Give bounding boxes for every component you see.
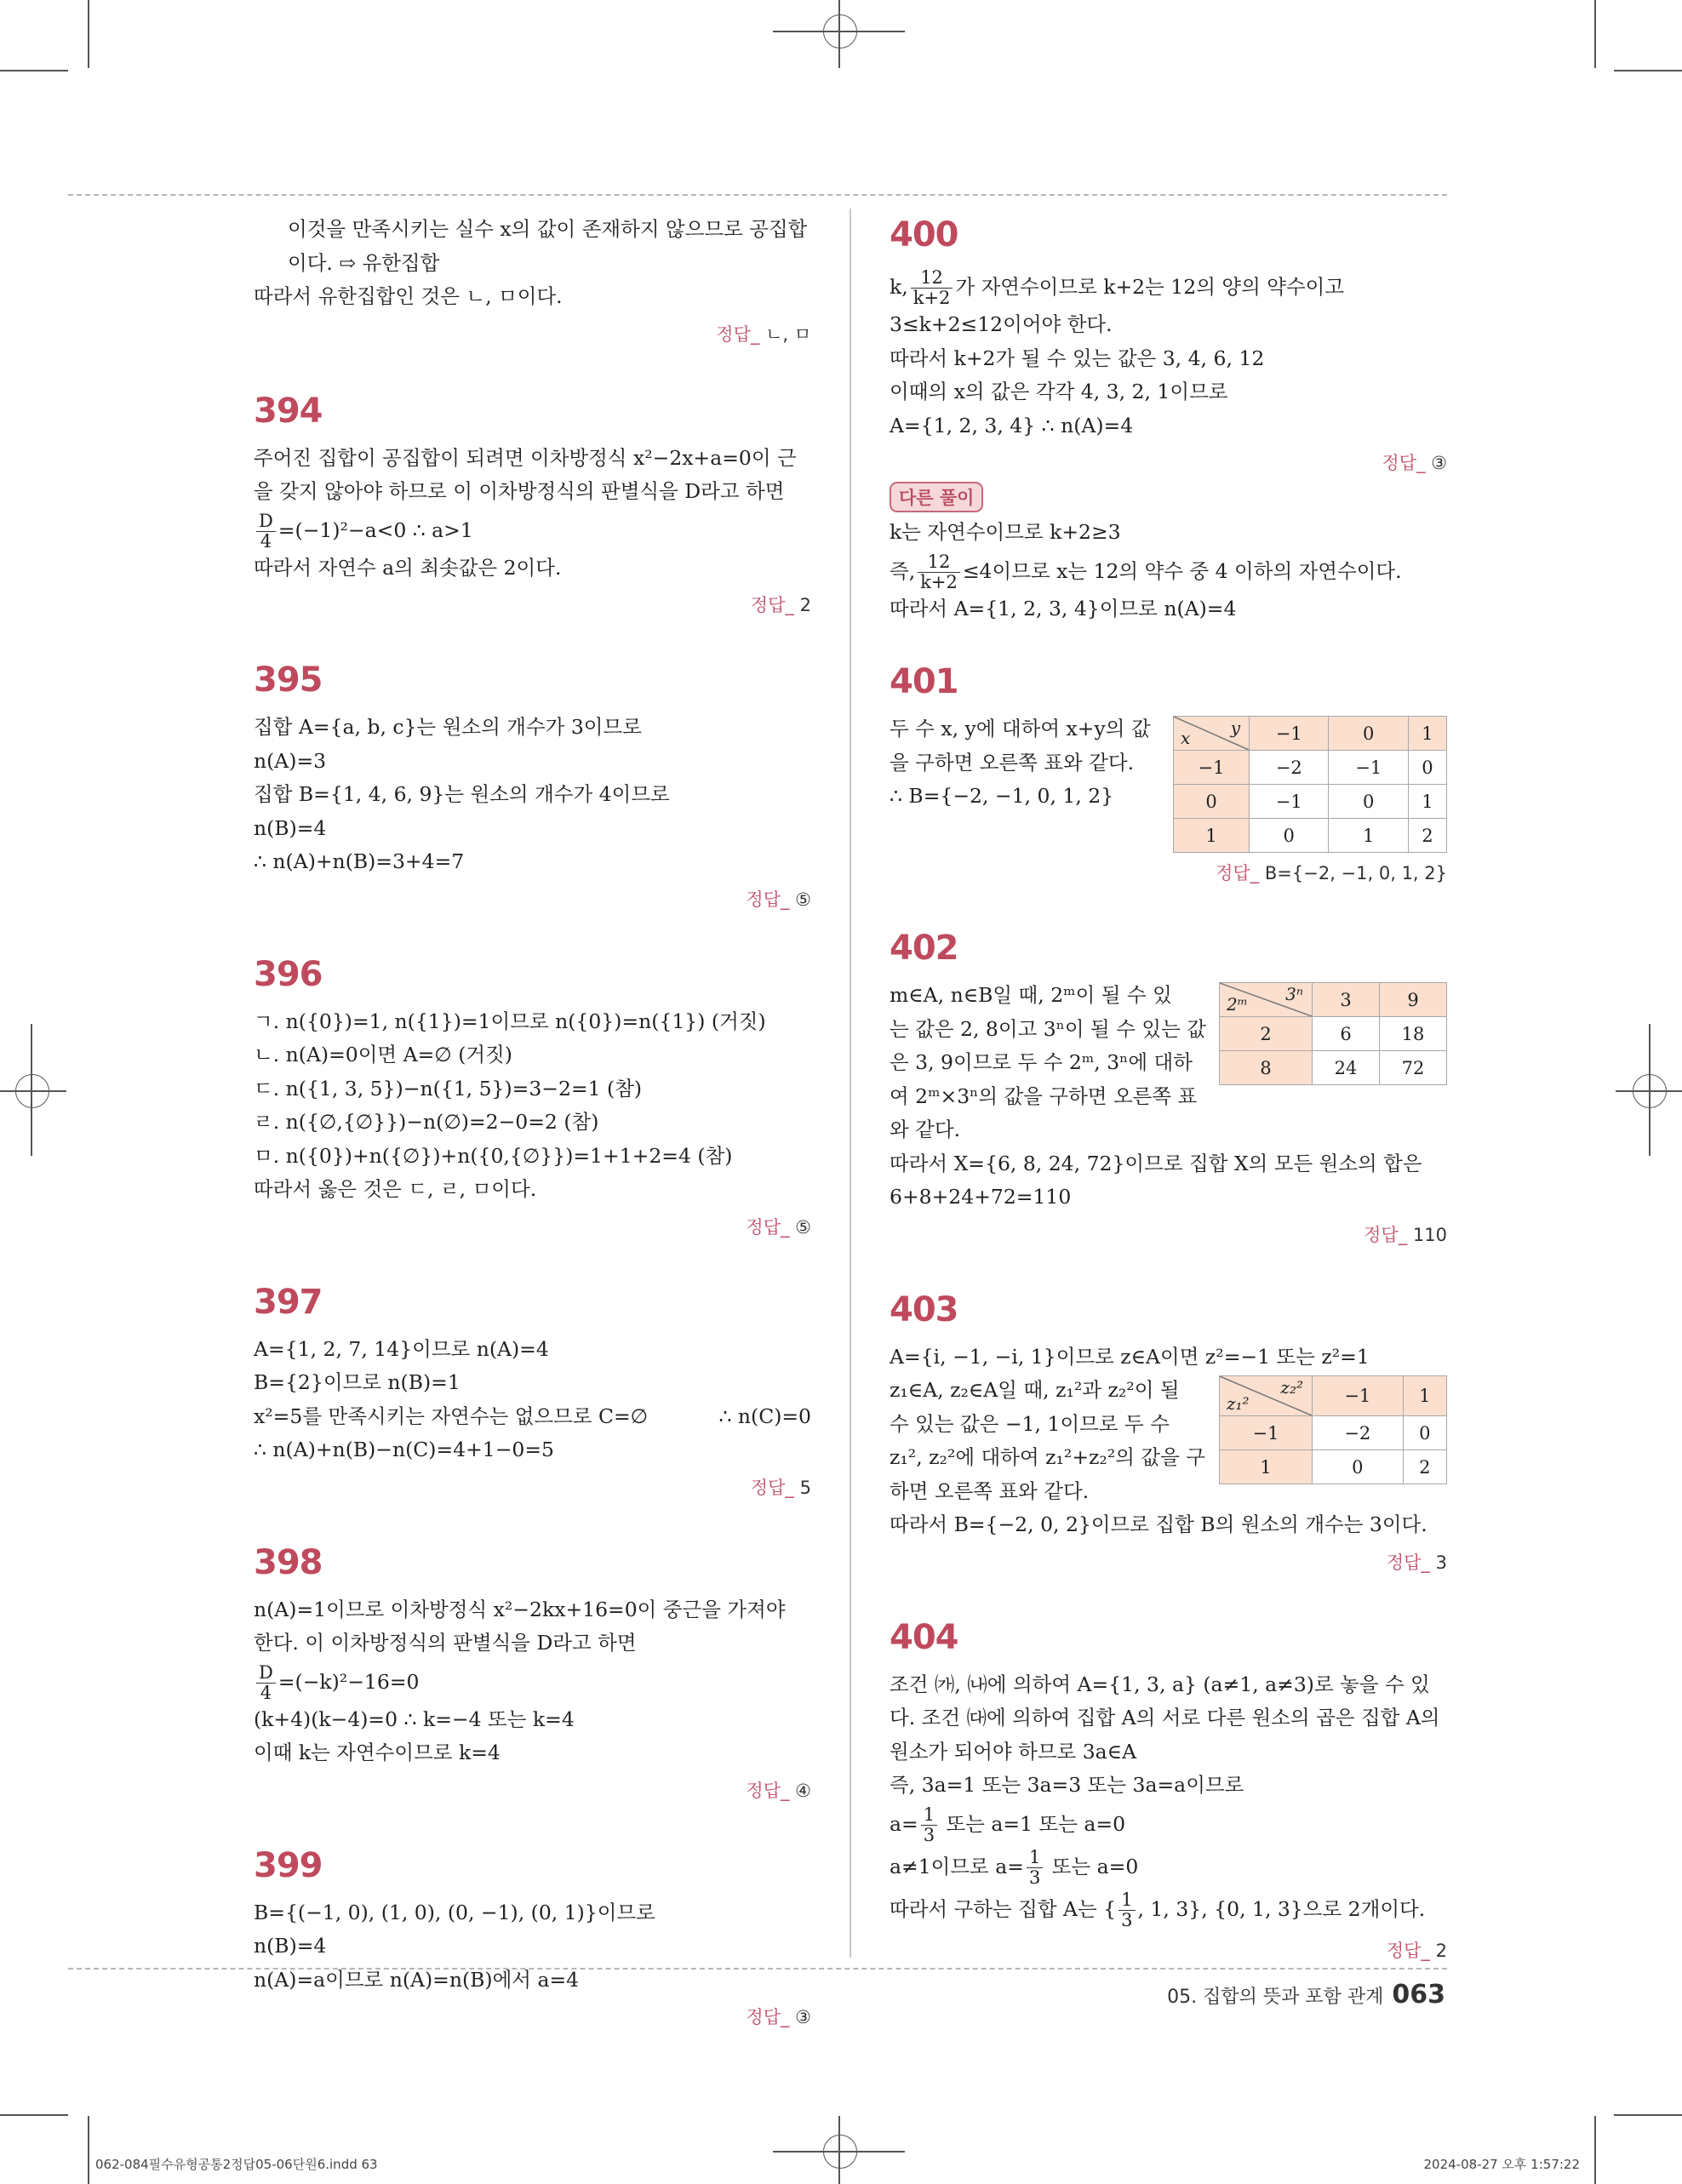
top-dashed-rule [68, 194, 1447, 196]
formula-line [890, 1888, 1447, 1930]
table-row-header: 0 [1174, 785, 1250, 819]
answer-label: 정답_ [746, 2007, 790, 2027]
formula-line [254, 509, 811, 552]
crop-mark [88, 0, 89, 68]
text-line: B={(−1, 0), (1, 0), (0, −1), (0, 1)}이므로 [254, 1900, 655, 1924]
text-segment: ≤4이므로 x는 12의 약수 중 4 이하의 자연수이다. [962, 558, 1402, 583]
formula-line [890, 266, 1447, 308]
answer-value: 2 [1435, 1940, 1447, 1961]
row-header-label: 2ᵐ [1227, 994, 1248, 1015]
crop-mark [838, 2116, 840, 2184]
answer [254, 321, 811, 348]
answer-label: 정답_ [746, 889, 790, 910]
answer-value: 110 [1412, 1224, 1447, 1245]
problem-number: 400 [890, 215, 958, 254]
sum-table [1173, 716, 1447, 853]
text-line: 따라서 X={6, 8, 24, 72}이므로 집합 X의 모든 원소의 합은 [890, 1151, 1422, 1175]
text-line: ㄹ. n({∅,{∅}})−n(∅)=2−0=2 (참) [254, 1110, 599, 1134]
text-line: ㄱ. n({0})=1, n({1})=1이므로 n({0})=n({1}) (거짓) [254, 1009, 766, 1033]
table-header-cell: 1 [1403, 1376, 1446, 1416]
answer [254, 2004, 811, 2031]
crop-mark [88, 2116, 89, 2184]
text-line: B={2}이므로 n(B)=1 [254, 1370, 461, 1394]
equation: =(−k)²−16=0 [277, 1669, 420, 1694]
text-line: 수 있는 값은 −1, 1이므로 두 수 [890, 1411, 1170, 1436]
answer-label: 정답_ [1386, 1940, 1430, 1961]
fraction-numerator: 12 [918, 552, 960, 573]
table-header-cell: 9 [1380, 983, 1447, 1017]
crop-mark [0, 70, 68, 71]
table-cell: −1 [1250, 785, 1329, 819]
problem-395 [254, 658, 811, 913]
text-line: 이때 k는 자연수이므로 k=4 [254, 1741, 501, 1764]
slug-timestamp: 2024-08-27 오후 1:57:22 [1423, 2157, 1580, 2172]
equation: =(−1)²−a<0 ∴ a>1 [277, 517, 473, 542]
text-line: 하면 오른쪽 표와 같다. [890, 1478, 1090, 1503]
text-line: A={1, 2, 7, 14}이므로 n(A)=4 [254, 1336, 549, 1361]
problem-404 [890, 1615, 1447, 1964]
text-line: 두 수 x, y에 대하여 x+y의 값 [890, 717, 1151, 740]
fraction [256, 512, 276, 552]
problem-394 [254, 389, 811, 620]
row-header-label: z₁² [1227, 1393, 1250, 1414]
crop-mark [1594, 2116, 1596, 2184]
answer-label: 정답_ [746, 1216, 790, 1238]
problem-body [890, 979, 1447, 1147]
fraction [1027, 1848, 1043, 1888]
fraction-denominator: 4 [260, 530, 272, 552]
answer-value: 5 [799, 1477, 811, 1498]
table-cell: 24 [1313, 1051, 1380, 1085]
right-column [890, 213, 1447, 1964]
text-line: 따라서 A={1, 2, 3, 4}이므로 n(A)=4 [890, 596, 1237, 620]
problem-number: 403 [890, 1289, 958, 1329]
answer-value: B={−2, −1, 0, 1, 2} [1264, 863, 1447, 883]
answer [890, 860, 1447, 887]
text-segment: 또는 a=1 또는 a=0 [940, 1811, 1126, 1836]
text-line: 원소가 되어야 하므로 3a∈A [890, 1739, 1137, 1764]
text-segment: 따라서 구하는 집합 A는 { [890, 1896, 1117, 1921]
problem-402 [890, 926, 1447, 1249]
text-line: 3≤k+2≤12이어야 한다. [890, 312, 1113, 336]
text-segment: ∴ n(C)=0 [718, 1404, 811, 1428]
crop-mark [1614, 2114, 1682, 2116]
table-row-header: 1 [1220, 1450, 1313, 1484]
problem-number: 399 [254, 1845, 323, 1885]
table-header-cell: 0 [1329, 717, 1408, 751]
answer-value: ③ [1431, 453, 1447, 473]
answer [254, 1474, 811, 1501]
table-row-header: 1 [1174, 819, 1250, 853]
text-segment: x²=5를 만족시키는 자연수는 없으므로 C=∅ [254, 1404, 649, 1428]
formula-line [890, 1803, 1447, 1845]
table-cell: 18 [1380, 1017, 1447, 1051]
text-line: 따라서 k+2가 될 수 있는 값은 3, 4, 6, 12 [890, 346, 1265, 370]
answer-value: ⑤ [795, 889, 811, 910]
fraction-denominator: 3 [1121, 1909, 1133, 1930]
answer [254, 592, 811, 619]
text-line: 따라서 자연수 a의 최솟값은 2이다. [254, 555, 562, 580]
fraction-numerator: 1 [1027, 1848, 1043, 1868]
text-line: n(A)=a이므로 n(A)=n(B)에서 a=4 [254, 1967, 580, 1992]
text-line: 다. 조건 ㈐에 의하여 집합 A의 서로 다른 원소의 곱은 집합 A의 [890, 1706, 1440, 1729]
table-cell: −1 [1329, 751, 1408, 785]
text-line: 조건 ㈎, ㈏에 의하여 A={1, 3, a} (a≠1, a≠3)로 놓을 수 있 [890, 1672, 1430, 1696]
formula-line [254, 1661, 811, 1703]
product-table [1219, 982, 1447, 1085]
text-line: 한다. 이 이차방정식의 판별식을 D라고 하면 [254, 1631, 637, 1655]
problem-398 [254, 1541, 811, 1804]
table-row-header: −1 [1220, 1416, 1313, 1450]
text-segment: 가 자연수이므로 k+2는 12의 양의 약수이고 [955, 275, 1345, 299]
problem-number: 398 [254, 1542, 323, 1582]
text-line: 는 값은 2, 8이고 3ⁿ이 될 수 있는 값 [890, 1016, 1206, 1041]
text-line: n(A)=3 [254, 748, 327, 773]
problem-400 [890, 213, 1447, 626]
text-segment: , 1, 3}, {0, 1, 3}으로 2개이다. [1137, 1896, 1426, 1921]
text-line: ㄷ. n({1, 3, 5})−n({1, 5})=3−2=1 (참) [254, 1076, 643, 1101]
square-sum-table [1219, 1375, 1447, 1484]
problem-text [890, 1374, 1205, 1508]
problem-397 [254, 1280, 811, 1501]
fraction [918, 552, 960, 592]
answer [890, 449, 1447, 477]
column-header-label: 3ⁿ [1285, 984, 1303, 1004]
answer-value: ⑤ [795, 1216, 811, 1238]
problem-number: 394 [254, 391, 323, 431]
table-header-cell: 3 [1313, 983, 1380, 1017]
text-line: 즉, 3a=1 또는 3a=3 또는 3a=a이므로 [890, 1773, 1244, 1797]
table-row-header: −1 [1174, 751, 1250, 785]
fraction-denominator: k+2 [913, 288, 951, 308]
fraction-denominator: 4 [260, 1682, 272, 1703]
crop-mark [1614, 70, 1682, 71]
answer-label: 정답_ [750, 595, 794, 615]
column-header-label: z₂² [1280, 1377, 1303, 1398]
answer [890, 1937, 1447, 1964]
fraction-denominator: 3 [1028, 1867, 1041, 1888]
text-line: 따라서 유한집합인 것은 ㄴ, ㅁ이다. [254, 284, 563, 308]
text-line: n(A)=1이므로 이차방정식 x²−2kx+16=0이 중근을 가져야 [254, 1597, 786, 1621]
row-header-label: x [1181, 728, 1191, 748]
text-line: n(B)=4 [254, 1934, 327, 1958]
answer-label: 정답_ [750, 1477, 794, 1498]
text-line: 집합 B={1, 4, 6, 9}는 원소의 개수가 4이므로 [254, 782, 670, 806]
text-line [254, 1400, 811, 1434]
answer [890, 1549, 1447, 1576]
answer [254, 1777, 811, 1804]
answer-label: 정답_ [746, 1780, 790, 1801]
answer [254, 886, 811, 913]
problem-number: 401 [890, 662, 958, 701]
problem-number: 396 [254, 954, 323, 994]
answer-label: 정답_ [1386, 1552, 1430, 1573]
crop-mark [1594, 0, 1596, 68]
table-corner [1220, 1376, 1313, 1416]
problem-number: 395 [254, 660, 323, 700]
answer-label: 정답_ [716, 323, 760, 345]
text-line: 여 2ᵐ×3ⁿ의 값을 구하면 오른쪽 표 [890, 1083, 1198, 1108]
text-line: A={1, 2, 3, 4} ∴ n(A)=4 [890, 413, 1134, 437]
text-segment: a≠1이므로 a= [890, 1854, 1024, 1878]
text-line: k는 자연수이므로 k+2≥3 [890, 520, 1121, 544]
text-line: ㅁ. n({0})+n({∅})+n({0,{∅}})=1+1+2=4 (참) [254, 1143, 733, 1168]
crop-mark [0, 1090, 66, 1092]
crop-mark [838, 0, 840, 68]
text-segment: 또는 a=0 [1045, 1854, 1139, 1878]
text-segment: k, [890, 275, 908, 299]
alternative-solution-badge: 다른 풀이 [890, 482, 983, 512]
problem-396 [254, 952, 811, 1241]
table-corner [1220, 983, 1313, 1017]
table-cell: 1 [1408, 785, 1446, 819]
fraction-numerator: 12 [911, 268, 953, 289]
table-cell: 0 [1313, 1450, 1404, 1484]
fraction-denominator: 3 [923, 1824, 935, 1845]
fraction-numerator: 1 [1118, 1890, 1135, 1911]
text-line: 따라서 B={−2, 0, 2}이므로 집합 B의 원소의 개수는 3이다. [890, 1512, 1427, 1536]
table-cell: 0 [1403, 1416, 1446, 1450]
text-line: (k+4)(k−4)=0 ∴ k=−4 또는 k=4 [254, 1707, 575, 1731]
page-number: 063 [1392, 1980, 1445, 2010]
table-cell: 6 [1313, 1017, 1380, 1051]
text-line: ∴ n(A)+n(B)=3+4=7 [254, 849, 465, 873]
table-row-header: 2 [1220, 1017, 1313, 1051]
problem-number: 404 [890, 1617, 958, 1657]
text-segment: 즉, [890, 558, 916, 583]
problem-401 [890, 660, 1447, 887]
problem-403 [890, 1288, 1447, 1576]
text-line: z₁², z₂²에 대하여 z₁²+z₂²의 값을 구 [890, 1445, 1206, 1469]
chapter-title: 05. 집합의 뜻과 포함 관계 [1167, 1987, 1384, 2008]
table-cell: 1 [1329, 819, 1408, 853]
text-line: 와 같다. [890, 1118, 961, 1141]
formula-line [890, 550, 1447, 592]
fraction-numerator: D [256, 1663, 276, 1684]
fraction [256, 1663, 276, 1703]
intro-continuation [254, 213, 811, 348]
answer-value: ㄴ, ㅁ [765, 323, 811, 345]
fraction [921, 1805, 937, 1845]
formula-line [890, 1845, 1447, 1888]
table-header-cell: −1 [1250, 717, 1329, 751]
text-line: 이것을 만족시키는 실수 x의 값이 존재하지 않으므로 공집합 [288, 217, 808, 241]
text-line: 이다. ⇨ 유한집합 [288, 250, 440, 275]
text-line: m∈A, n∈B일 때, 2ᵐ이 될 수 있 [890, 983, 1172, 1007]
text-line: 주어진 집합이 공집합이 되려면 이차방정식 x²−2x+a=0이 근 [254, 445, 797, 470]
table-row-header: 8 [1220, 1051, 1313, 1085]
table-cell: 2 [1403, 1450, 1446, 1484]
text-line: 이때의 x의 값은 각각 4, 3, 2, 1이므로 [890, 380, 1228, 403]
answer-value: 3 [1435, 1552, 1447, 1573]
table-cell: 0 [1408, 751, 1446, 785]
slug-filename: 062-084필수유형공통2정답05-06단원6.indd 63 [95, 2157, 378, 2172]
table-header-cell: 1 [1408, 717, 1446, 751]
problem-text [890, 979, 1206, 1147]
text-line: 을 구하면 오른쪽 표와 같다. [890, 750, 1135, 775]
problem-text [890, 712, 1151, 853]
table-corner [1174, 717, 1250, 751]
answer-value: 2 [799, 595, 811, 615]
text-line: n(B)=4 [254, 815, 327, 840]
fraction-numerator: 1 [921, 1805, 937, 1826]
crop-mark [0, 2114, 68, 2116]
table-header-cell: −1 [1313, 1376, 1404, 1416]
page-footer [1167, 1980, 1445, 2010]
answer-label: 정답_ [1382, 453, 1426, 473]
answer-value: ④ [795, 1780, 811, 1801]
answer [890, 1221, 1447, 1249]
table-cell: 0 [1250, 819, 1329, 853]
column-header-label: y [1230, 718, 1240, 738]
text-line: 따라서 옳은 것은 ㄷ, ㄹ, ㅁ이다. [254, 1177, 537, 1201]
text-line: ∴ n(A)+n(B)−n(C)=4+1−0=5 [254, 1438, 555, 1461]
answer-label: 정답_ [1364, 1224, 1408, 1245]
text-line: 은 3, 9이므로 두 수 2ᵐ, 3ⁿ에 대하 [890, 1050, 1193, 1074]
table-cell: 2 [1408, 819, 1446, 853]
problem-399 [254, 1844, 811, 2032]
table-cell: 72 [1380, 1051, 1447, 1085]
text-line: 집합 A={a, b, c}는 원소의 개수가 3이므로 [254, 715, 642, 739]
text-segment: a= [890, 1811, 918, 1836]
answer-value: ③ [795, 2007, 811, 2027]
answer-label: 정답_ [1216, 863, 1260, 883]
table-cell: 0 [1329, 785, 1408, 819]
fraction [911, 268, 953, 308]
problem-body [890, 712, 1447, 853]
left-column [254, 213, 811, 2031]
crop-mark [31, 1024, 32, 1156]
text-line: A={i, −1, −i, 1}이므로 z∈A이면 z²=−1 또는 z²=1 [890, 1344, 1370, 1369]
text-line: ∴ B={−2, −1, 0, 1, 2} [890, 784, 1114, 808]
text-line: ㄴ. n(A)=0이면 A=∅ (거짓) [254, 1043, 512, 1066]
text-line: 을 갖지 않아야 하므로 이 이차방정식의 판별식을 D라고 하면 [254, 479, 785, 503]
problem-number: 397 [254, 1282, 323, 1322]
text-line: z₁∈A, z₂∈A일 때, z₁²과 z₂²이 될 [890, 1378, 1180, 1402]
problem-number: 402 [890, 929, 958, 968]
table-cell: −2 [1313, 1416, 1404, 1450]
table-cell: −2 [1250, 751, 1329, 785]
crop-mark [1649, 1024, 1651, 1156]
fraction-numerator: D [256, 512, 276, 532]
problem-body [890, 1374, 1447, 1508]
fraction [1118, 1890, 1135, 1930]
answer [254, 1214, 811, 1241]
fraction-denominator: k+2 [920, 571, 958, 592]
column-divider [850, 209, 851, 1958]
text-line: 6+8+24+72=110 [890, 1185, 1072, 1209]
